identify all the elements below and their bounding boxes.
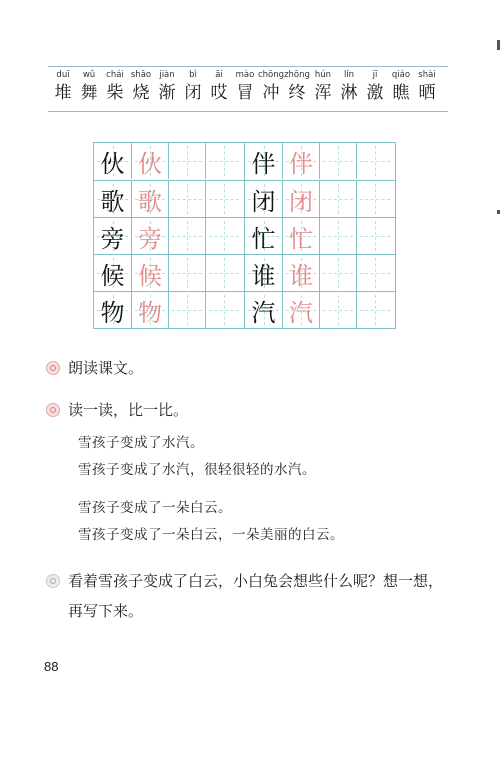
vocab-pinyin: shài	[418, 70, 436, 80]
vocab-pinyin: āi	[215, 70, 223, 80]
example-sentence: 雪孩子变成了水汽，很轻很轻的水汽。	[78, 462, 316, 478]
trace-character: 候	[138, 261, 162, 290]
exercise-bullet-icon	[46, 574, 60, 588]
vocab-hanzi: 冲	[262, 83, 280, 103]
example-sentence: 雪孩子变成了水汽。	[78, 435, 204, 451]
trace-character: 物	[138, 298, 162, 327]
vocab-pinyin: wǔ	[82, 70, 96, 80]
grid-cell	[245, 181, 282, 217]
grid-cell	[94, 255, 131, 291]
trace-character: 谁	[289, 261, 313, 290]
vocab-hanzi: 烧	[132, 83, 150, 103]
grid-row	[245, 254, 395, 291]
practice-cell[interactable]	[168, 218, 205, 254]
grid-cell	[245, 255, 282, 291]
vocab-hanzi: 终	[288, 83, 306, 103]
practice-cell[interactable]	[205, 143, 242, 179]
grid-cell	[94, 181, 131, 217]
vocab-pinyin: zhōng	[284, 70, 310, 80]
practice-cell[interactable]	[168, 292, 205, 328]
vocab-hanzi: 淋	[340, 83, 358, 103]
vocab-pinyin: hún	[314, 70, 332, 80]
vocab-pinyin: qiáo	[391, 70, 411, 80]
grid-row	[94, 180, 244, 217]
grid-cell	[94, 292, 131, 328]
practice-cell[interactable]	[356, 181, 393, 217]
vocab-pinyin: chōng	[257, 70, 285, 80]
vocab-hanzi: 激	[366, 83, 384, 103]
practice-cell[interactable]	[205, 292, 242, 328]
grid-cell	[94, 218, 131, 254]
vocab-pinyin: jī	[372, 70, 378, 80]
practice-cell[interactable]	[168, 181, 205, 217]
vocab-pinyin: mào	[235, 70, 255, 80]
model-character: 汽	[251, 298, 276, 327]
vocab-hanzi: 浑	[314, 83, 332, 103]
grid-row	[245, 143, 395, 180]
vocab-hanzi: 瞧	[392, 83, 410, 103]
exercise-1-text: 朗读课文。	[68, 359, 144, 377]
practice-cell[interactable]	[205, 181, 242, 217]
model-character: 物	[100, 298, 125, 327]
vocab-pinyin: duī	[56, 70, 70, 80]
trace-character: 旁	[138, 224, 162, 253]
example-sentence: 雪孩子变成了一朵白云。	[78, 500, 232, 516]
grid-cell	[131, 292, 168, 328]
model-character: 伙	[100, 149, 125, 178]
grid-row	[245, 291, 395, 328]
grid-row	[94, 291, 244, 328]
grid-row	[94, 143, 244, 180]
vocabulary-strip	[48, 66, 448, 112]
practice-cell[interactable]	[205, 218, 242, 254]
grid-cell	[131, 218, 168, 254]
grid-cell	[282, 181, 319, 217]
vocab-hanzi: 堆	[54, 83, 72, 103]
vocab-hanzi: 闭	[184, 83, 202, 103]
model-character: 伴	[251, 149, 276, 178]
vocab-pinyin: shāo	[130, 70, 152, 80]
vocab-hanzi: 柴	[106, 83, 124, 103]
vocab-hanzi: 晒	[418, 83, 436, 103]
exercise-3-text: 看着雪孩子变成了白云，小白兔会想些什么呢？想一想，再写下来。	[68, 572, 444, 620]
vocab-pinyin: jiàn	[159, 70, 175, 80]
trace-character: 伴	[289, 149, 313, 178]
model-character: 候	[100, 261, 125, 290]
practice-cell[interactable]	[205, 255, 242, 291]
vocab-pinyin: chái	[106, 70, 124, 80]
grid-cell	[245, 218, 282, 254]
model-character: 忙	[251, 224, 276, 253]
model-character: 歌	[100, 187, 125, 216]
model-character: 旁	[100, 224, 125, 253]
practice-cell[interactable]	[319, 255, 356, 291]
practice-cell[interactable]	[319, 181, 356, 217]
practice-cell[interactable]	[168, 255, 205, 291]
grid-cell	[131, 181, 168, 217]
grid-cell	[282, 292, 319, 328]
trace-character: 忙	[289, 224, 313, 253]
grid-cell	[131, 255, 168, 291]
grid-cell	[282, 143, 319, 179]
practice-cell[interactable]	[168, 143, 205, 179]
practice-cell[interactable]	[356, 292, 393, 328]
grid-cell	[245, 143, 282, 179]
trace-character: 伙	[138, 149, 162, 178]
vocab-hanzi: 冒	[236, 83, 254, 103]
model-character: 谁	[251, 261, 276, 290]
writing-grid-left	[93, 142, 245, 329]
grid-cell	[282, 218, 319, 254]
practice-cell[interactable]	[319, 292, 356, 328]
grid-row	[94, 254, 244, 291]
vocab-pinyin: bì	[189, 70, 197, 80]
practice-cell[interactable]	[356, 143, 393, 179]
trace-character: 汽	[289, 298, 313, 327]
grid-cell	[282, 255, 319, 291]
writing-grid-right	[244, 142, 396, 329]
grid-cell	[131, 143, 168, 179]
exercise-2-text: 读一读，比一比。	[68, 401, 189, 419]
grid-cell	[94, 143, 131, 179]
exercise-bullet-icon	[46, 403, 60, 417]
trace-character: 闭	[289, 187, 313, 216]
grid-cell	[245, 292, 282, 328]
vocab-hanzi: 舞	[80, 83, 98, 103]
vocab-hanzi: 哎	[210, 83, 228, 103]
model-character: 闭	[251, 187, 276, 216]
practice-cell[interactable]	[356, 255, 393, 291]
exercise-bullet-icon	[46, 361, 60, 375]
grid-row	[245, 217, 395, 254]
vocab-hanzi: 渐	[158, 83, 176, 103]
grid-row	[245, 180, 395, 217]
vocab-pinyin: lín	[343, 70, 355, 80]
trace-character: 歌	[138, 187, 162, 216]
page-number: 88	[44, 659, 59, 674]
example-sentence: 雪孩子变成了一朵白云，一朵美丽的白云。	[78, 527, 344, 543]
grid-row	[94, 217, 244, 254]
practice-cell[interactable]	[319, 218, 356, 254]
practice-cell[interactable]	[319, 143, 356, 179]
practice-cell[interactable]	[356, 218, 393, 254]
vocab-item	[414, 69, 440, 105]
